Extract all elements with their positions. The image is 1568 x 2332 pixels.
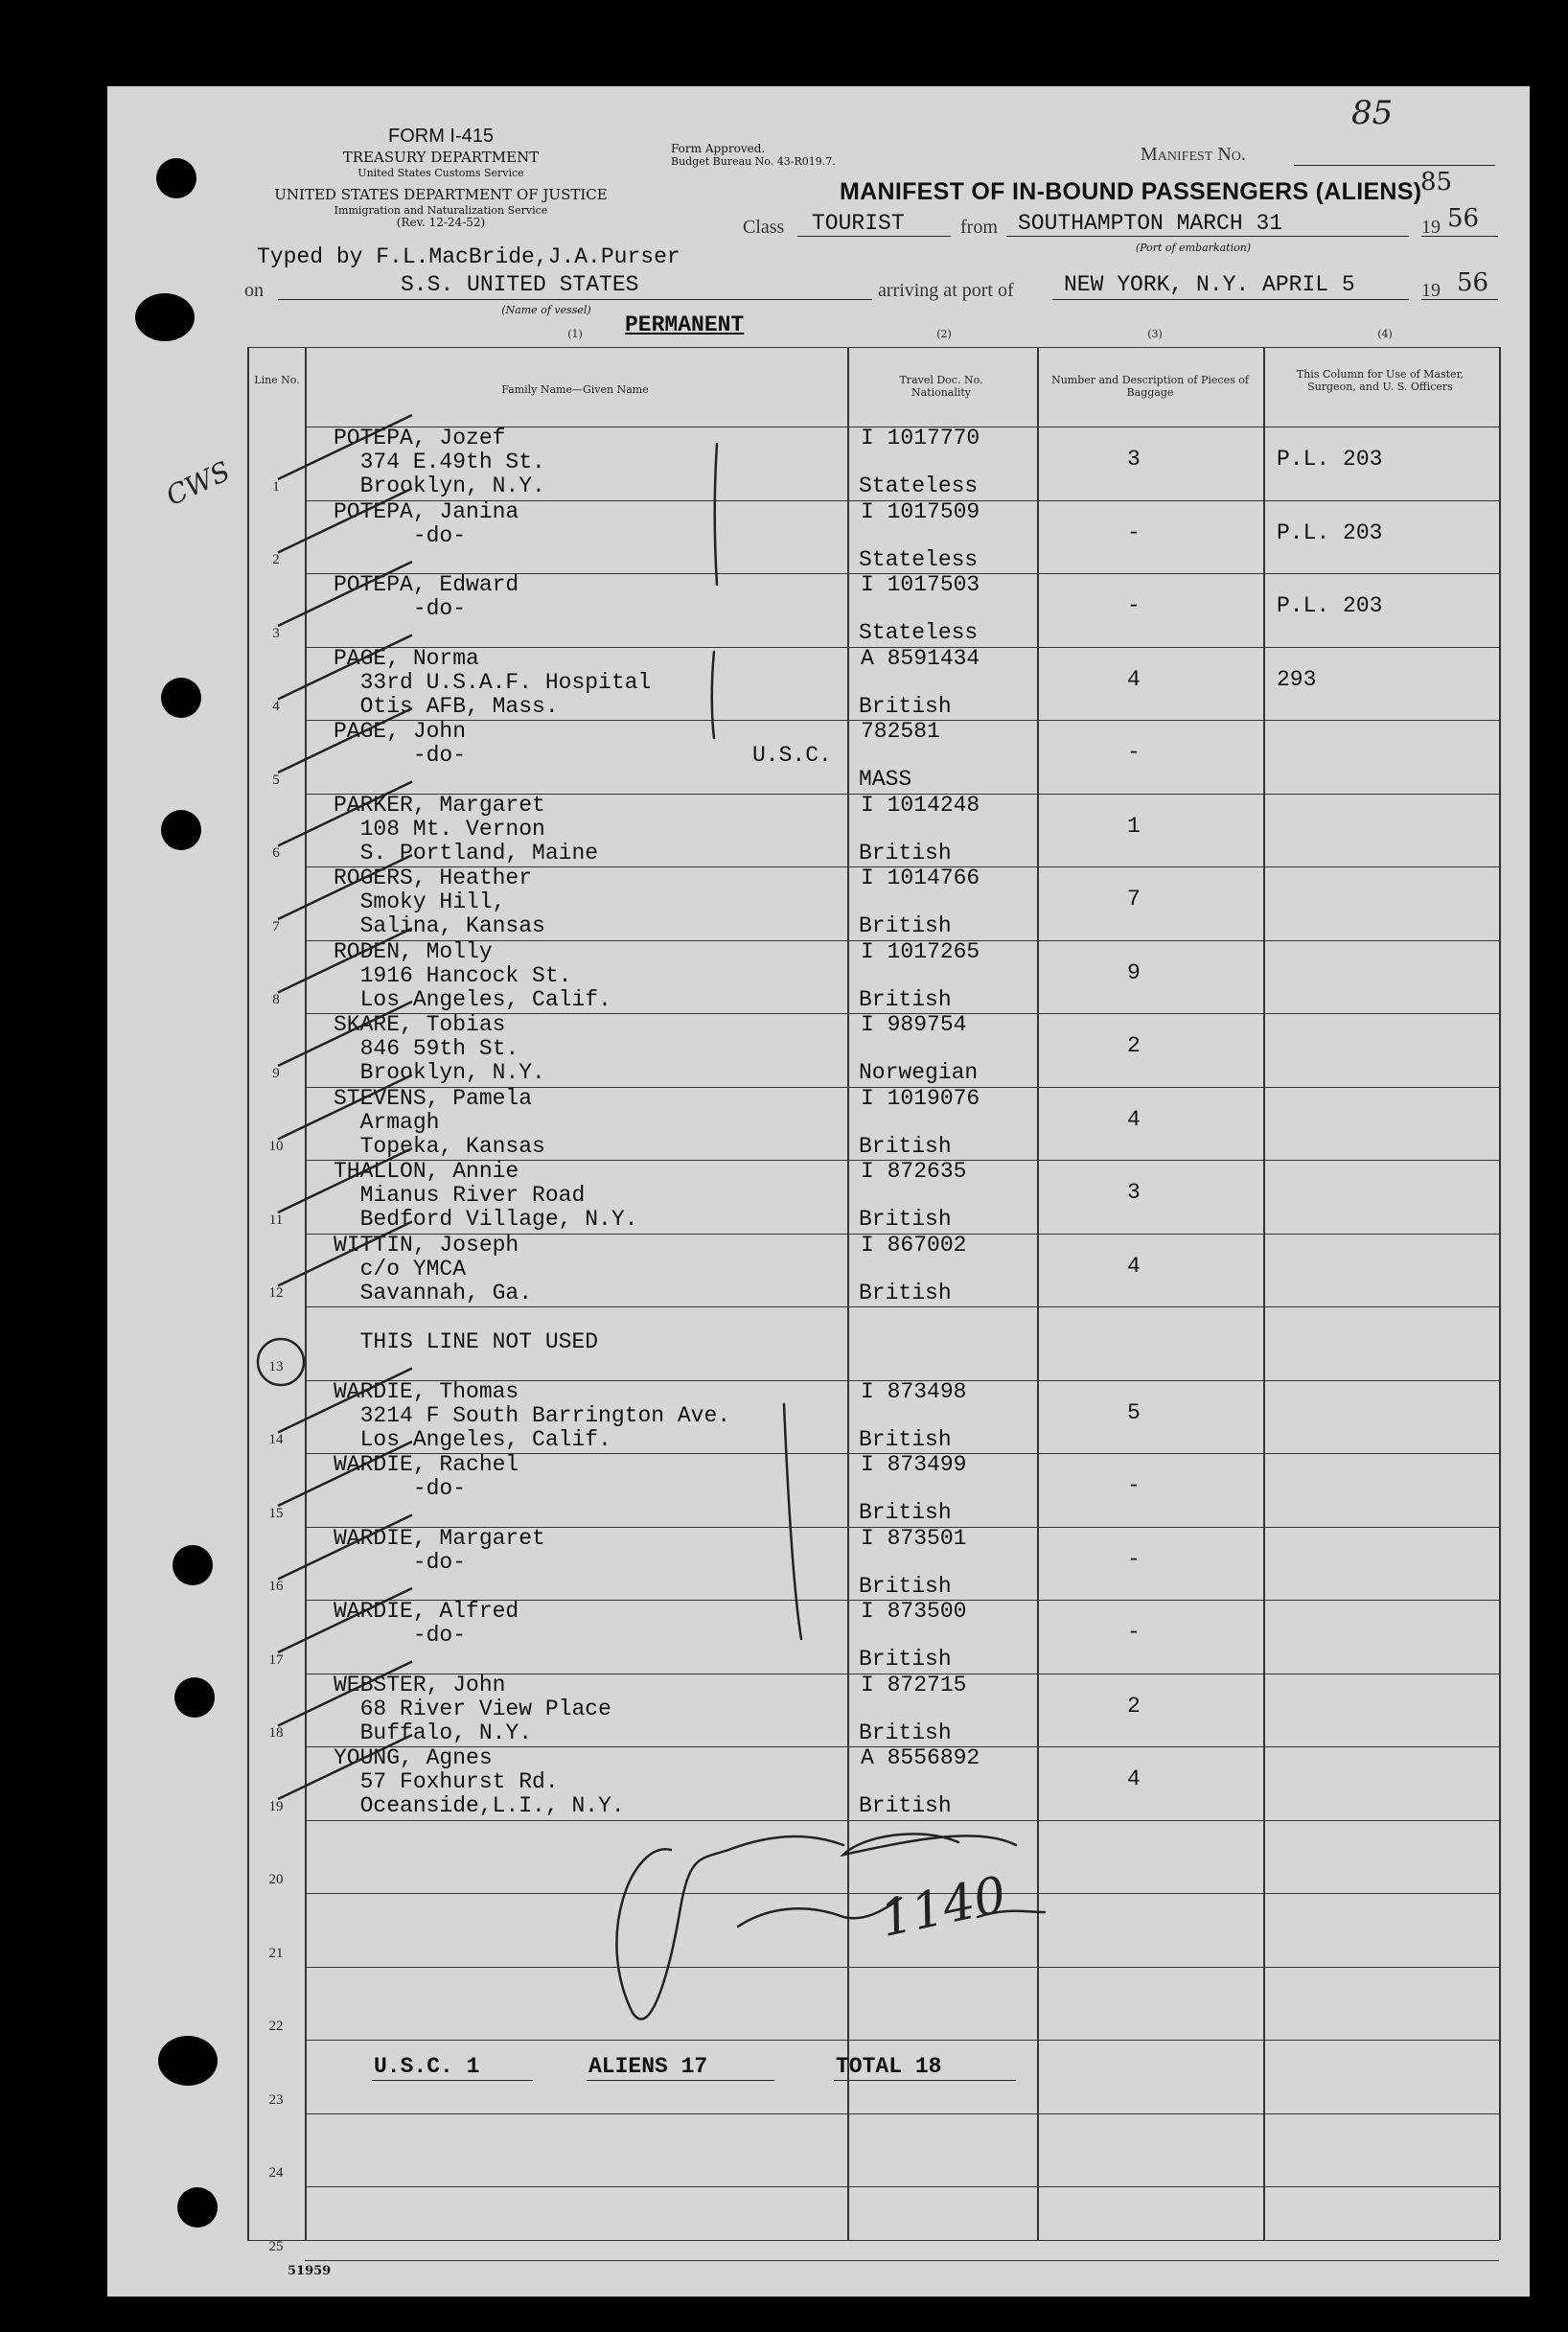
- baggage-count: 2: [1127, 1033, 1141, 1058]
- row-line-number: 7: [272, 918, 280, 935]
- passenger-name: RODEN, Molly 1916 Hancock St. Los Angeles, Calif.: [334, 938, 611, 1012]
- bracket-mark: [712, 652, 714, 738]
- budget-bureau: Budget Bureau No. 43-R019.7.: [671, 155, 836, 168]
- row-line-number: 8: [272, 992, 280, 1007]
- class-label: Class: [743, 217, 785, 238]
- passenger-name: WARDIE, Thomas 3214 F South Barrington Ave. Los Angeles, Calif.: [334, 1378, 731, 1452]
- total-usc: U.S.C. 1: [374, 2054, 480, 2079]
- row-check-mark: [278, 489, 412, 553]
- row-check-mark: [278, 1075, 412, 1140]
- nationality: British: [859, 1720, 952, 1745]
- row-line-number: 12: [268, 1285, 284, 1301]
- from-label: from: [960, 217, 998, 238]
- travel-doc-number: I 873498: [861, 1378, 967, 1404]
- corner-mark: 85: [1351, 94, 1394, 132]
- baggage-count: -: [1127, 1620, 1141, 1645]
- travel-doc-number: I 872635: [861, 1159, 967, 1184]
- usc-mark: U.S.C.: [752, 743, 832, 768]
- baggage-count: 1: [1127, 813, 1141, 839]
- row-line-number: 19: [268, 1798, 284, 1814]
- row-check-mark: [278, 1588, 412, 1652]
- on-label: on: [244, 280, 264, 301]
- travel-doc-number: I 1017509: [861, 498, 980, 524]
- handwritten-stamp-number: 1140: [875, 1865, 1012, 1950]
- circle-mark: [258, 1339, 304, 1385]
- class-value: TOURIST: [812, 211, 905, 236]
- travel-doc-number: I 1017770: [861, 426, 980, 450]
- passenger-name: THALLON, Annie Mianus River Road Bedford Village, N.Y.: [334, 1159, 638, 1232]
- row-check-mark: [278, 1222, 412, 1286]
- passenger-name: STEVENS, Pamela Armagh Topeka, Kansas: [334, 1085, 545, 1159]
- baggage-count: 7: [1127, 887, 1141, 912]
- row-line-number: 18: [268, 1725, 284, 1741]
- row-check-mark: [278, 1662, 412, 1726]
- row-line-number: 11: [268, 1212, 284, 1228]
- passenger-name: SKARE, Tobias 846 59th St. Brooklyn, N.Y.: [334, 1012, 545, 1085]
- row-line-number: 24: [268, 2165, 284, 2181]
- status-permanent: PERMANENT: [625, 312, 745, 337]
- form-approved: Form Approved.: [671, 142, 766, 155]
- travel-doc-number: 782581: [861, 719, 940, 744]
- signature-stroke: [978, 1911, 1045, 1917]
- row-check-mark: [278, 782, 412, 846]
- baggage-count: -: [1127, 1546, 1141, 1572]
- passenger-name: WARDIE, Alfred -do-: [334, 1599, 519, 1648]
- passenger-name: POTEPA, Janina -do-: [334, 498, 519, 548]
- nationality: British: [859, 1426, 952, 1452]
- row-line-number: 9: [272, 1065, 280, 1081]
- col-header-officers: This Column for Use of Master, Surgeon, and U. S. Officers: [1296, 368, 1464, 393]
- vessel-name: S.S. UNITED STATES: [401, 272, 639, 297]
- baggage-count: 2: [1127, 1693, 1141, 1719]
- treasury-dept: TREASURY DEPARTMENT: [342, 149, 540, 166]
- travel-doc-number: I 873499: [861, 1452, 967, 1477]
- bracket-mark: [784, 1404, 801, 1639]
- passenger-name: WARDIE, Rachel -do-: [334, 1452, 519, 1501]
- baggage-count: 5: [1127, 1399, 1141, 1425]
- row-line-number: 21: [268, 1945, 284, 1961]
- travel-doc-number: A 8591434: [861, 645, 980, 671]
- baggage-count: 9: [1127, 959, 1141, 985]
- passenger-name: WEBSTER, John 68 River View Place Buffalo, N.Y.: [334, 1672, 611, 1745]
- passenger-name: WARDIE, Margaret -do-: [334, 1525, 545, 1575]
- nationality: Stateless: [859, 620, 979, 645]
- travel-doc-number: I 989754: [861, 1012, 967, 1037]
- year-from: 56: [1447, 204, 1480, 233]
- nationality: British: [859, 913, 952, 938]
- col-num-2: (2): [936, 328, 952, 340]
- col-num-4: (4): [1377, 328, 1393, 340]
- row-line-number: 1: [272, 478, 280, 495]
- vessel-caption: (Name of vessel): [501, 304, 591, 316]
- row-line-number: 13: [268, 1358, 284, 1374]
- travel-doc-number: I 872715: [861, 1672, 967, 1697]
- travel-doc-number: I 873500: [861, 1599, 967, 1624]
- travel-doc-number: I 873501: [861, 1525, 967, 1551]
- col-header-line-no: Line No.: [254, 374, 300, 386]
- row-check-mark: [278, 1735, 412, 1799]
- row-check-mark: [278, 708, 412, 773]
- typed-by: Typed by F.L.MacBride,J.A.Purser: [257, 244, 680, 269]
- baggage-count: 4: [1127, 1253, 1141, 1279]
- baggage-count: -: [1127, 1473, 1141, 1498]
- baggage-count: 4: [1127, 666, 1141, 692]
- passenger-name: WITTIN, Joseph c/o YMCA Savannah, Ga.: [334, 1232, 533, 1305]
- row-check-mark: [278, 1002, 412, 1066]
- passenger-name: POTEPA, Edward -do-: [334, 572, 519, 621]
- baggage-count: 3: [1127, 1180, 1141, 1205]
- baggage-count: -: [1127, 740, 1141, 765]
- handwritten-initials: CWS: [161, 454, 236, 513]
- row-line-number: 23: [268, 2091, 284, 2108]
- passenger-name: PAGE, Norma 33rd U.S.A.F. Hospital Otis AFB, Mass.: [334, 645, 652, 719]
- row-line-number: 6: [272, 845, 280, 861]
- baggage-count: -: [1127, 593, 1141, 618]
- form-number: FORM I-415: [387, 126, 495, 147]
- nationality: Stateless: [859, 546, 979, 572]
- nationality: British: [859, 840, 952, 866]
- row-line-number: 17: [268, 1651, 284, 1668]
- signature-stroke: [738, 1898, 901, 1927]
- signature-stroke: [843, 1834, 1016, 1855]
- nationality: British: [859, 1133, 952, 1159]
- officer-note: P.L. 203: [1277, 447, 1383, 472]
- year-arrive: 56: [1457, 268, 1489, 297]
- manifest-no-value: 85: [1420, 168, 1453, 196]
- nationality: British: [859, 1207, 952, 1232]
- row-line-number: 4: [272, 699, 280, 714]
- row-check-mark: [278, 855, 412, 919]
- row-line-number: 25: [268, 2238, 284, 2254]
- col-header-travel-doc: Travel Doc. No. Nationality: [899, 374, 983, 399]
- row-check-mark: [278, 562, 412, 626]
- passenger-name: PAGE, John -do-: [334, 719, 467, 768]
- year-prefix-from: 19: [1421, 217, 1441, 238]
- ins-service: Immigration and Naturalization Service: [334, 204, 548, 217]
- year-prefix-arrive: 19: [1421, 280, 1441, 301]
- baggage-count: 4: [1127, 1106, 1141, 1132]
- travel-doc-number: I 1014766: [861, 866, 980, 890]
- officer-note: P.L. 203: [1277, 520, 1383, 545]
- col-header-name: Family Name—Given Name: [501, 383, 649, 396]
- travel-doc-number: I 1014248: [861, 792, 980, 818]
- passenger-name: ROGERS, Heather Smoky Hill, Salina, Kansas: [334, 866, 545, 938]
- passenger-name: PARKER, Margaret 108 Mt. Vernon S. Portland, Maine: [334, 792, 599, 866]
- passenger-name: THIS LINE NOT USED: [359, 1329, 599, 1354]
- total-all: TOTAL 18: [836, 2054, 942, 2079]
- nationality: Stateless: [859, 473, 979, 498]
- nationality: MASS: [859, 767, 912, 792]
- travel-doc-number: I 1017503: [861, 572, 980, 597]
- signature-stroke: [616, 1836, 843, 2020]
- row-line-number: 5: [272, 772, 280, 788]
- baggage-count: 4: [1127, 1766, 1141, 1791]
- row-check-mark: [278, 635, 412, 700]
- row-line-number: 22: [268, 2019, 284, 2034]
- baggage-count: 3: [1127, 447, 1141, 472]
- officer-note: P.L. 203: [1277, 593, 1383, 618]
- baggage-count: -: [1127, 520, 1141, 545]
- travel-doc-number: I 867002: [861, 1232, 967, 1258]
- arriving-label: arriving at port of: [878, 280, 1014, 301]
- row-check-mark: [278, 415, 412, 479]
- row-check-mark: [278, 1442, 412, 1506]
- arrival-port: NEW YORK, N.Y. APRIL 5: [1064, 272, 1355, 297]
- nationality: British: [859, 1573, 952, 1599]
- nationality: Norwegian: [859, 1060, 979, 1085]
- row-line-number: 3: [272, 625, 280, 641]
- nationality: British: [859, 1500, 952, 1525]
- manifest-no-label: Manifest No.: [1141, 144, 1246, 165]
- row-line-number: 2: [272, 552, 280, 567]
- nationality: British: [859, 1280, 952, 1305]
- manifest-title: MANIFEST OF IN-BOUND PASSENGERS (ALIENS): [840, 178, 1422, 205]
- travel-doc-number: I 1019076: [861, 1085, 980, 1111]
- travel-doc-number: A 8556892: [861, 1745, 980, 1770]
- port-embark-caption: (Port of embarkation): [1135, 242, 1252, 254]
- row-line-number: 15: [268, 1505, 284, 1521]
- nationality: British: [859, 1793, 952, 1818]
- footer-code: 51959: [288, 2264, 332, 2278]
- passenger-name: POTEPA, Jozef 374 E.49th St. Brooklyn, N.Y.: [334, 426, 545, 498]
- passenger-name: YOUNG, Agnes 57 Foxhurst Rd. Oceanside,L.I., N.Y.: [334, 1745, 625, 1818]
- col-num-3: (3): [1147, 328, 1163, 340]
- nationality: British: [859, 693, 952, 719]
- from-value: SOUTHAMPTON MARCH 31: [1018, 211, 1283, 236]
- total-aliens: ALIENS 17: [588, 2054, 708, 2079]
- nationality: British: [859, 1647, 952, 1672]
- travel-doc-number: I 1017265: [861, 938, 980, 964]
- bracket-mark: [715, 444, 717, 585]
- row-line-number: 16: [268, 1579, 284, 1594]
- form-revision: (Rev. 12-24-52): [396, 216, 486, 229]
- officer-note: 293: [1277, 666, 1317, 692]
- row-check-mark: [278, 1515, 412, 1580]
- row-check-mark: [278, 929, 412, 993]
- row-line-number: 14: [268, 1432, 284, 1447]
- row-check-mark: [278, 1148, 412, 1212]
- row-line-number: 10: [268, 1139, 284, 1154]
- customs-service: United States Customs Service: [357, 167, 524, 179]
- nationality: British: [859, 986, 952, 1012]
- col-num-1: (1): [567, 328, 583, 340]
- col-header-baggage: Number and Description of Pieces of Baggage: [1051, 374, 1249, 399]
- justice-dept: UNITED STATES DEPARTMENT OF JUSTICE: [274, 186, 608, 203]
- row-line-number: 20: [268, 1872, 284, 1887]
